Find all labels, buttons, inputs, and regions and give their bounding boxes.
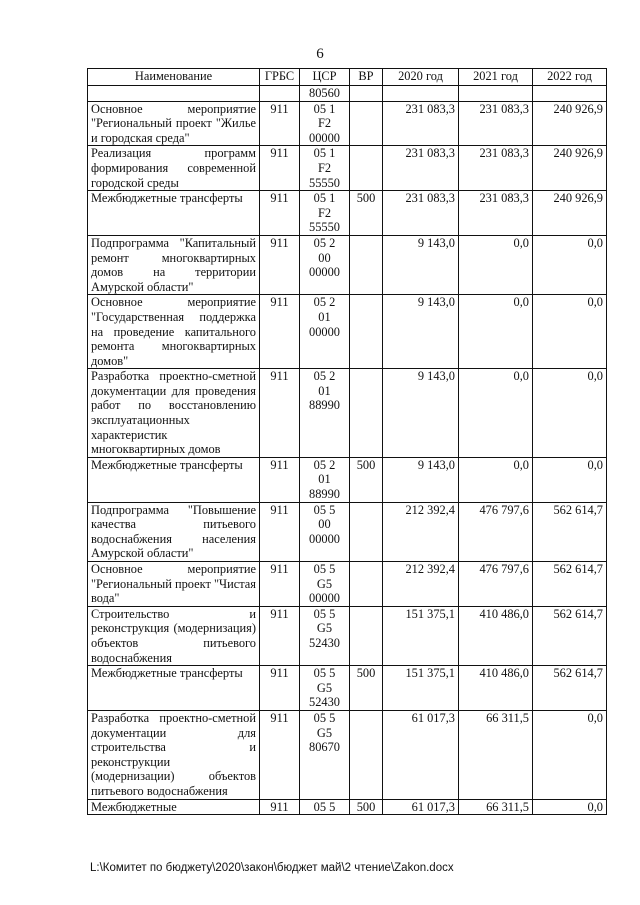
row-2020-cell: 9 143,0	[383, 295, 459, 369]
row-2020-cell	[383, 86, 459, 102]
row-csr-cell	[300, 369, 350, 458]
csr-code-part: F2	[317, 205, 332, 220]
row-2021-cell: 231 083,3	[459, 146, 533, 191]
row-2020-cell: 61 017,3	[383, 710, 459, 799]
row-2022-cell: 0,0	[533, 457, 607, 502]
row-csr-cell	[300, 86, 350, 102]
row-grbs-cell: 911	[260, 457, 300, 502]
table-row	[88, 101, 607, 146]
csr-code-part: 55550	[309, 220, 340, 235]
row-2022-cell	[533, 86, 607, 102]
row-vr-cell: 500	[350, 666, 383, 711]
csr-code-part: 05 2	[313, 369, 336, 384]
row-name-cell: Межбюджетные трансферты	[88, 666, 260, 711]
csr-code-part: G5	[316, 725, 333, 740]
row-2022-cell: 0,0	[533, 710, 607, 799]
header-name: Наименование	[88, 69, 260, 86]
row-csr-cell	[300, 799, 350, 815]
budget-table	[87, 68, 607, 815]
row-grbs-cell: 911	[260, 235, 300, 294]
row-2022-cell: 0,0	[533, 369, 607, 458]
table-row	[88, 369, 607, 458]
row-2022-cell: 240 926,9	[533, 191, 607, 236]
row-vr-cell	[350, 146, 383, 191]
row-csr-cell	[300, 606, 350, 665]
row-csr-cell	[300, 457, 350, 502]
row-grbs-cell: 911	[260, 799, 300, 815]
csr-code-part: G5	[316, 680, 333, 695]
row-2022-cell: 240 926,9	[533, 101, 607, 146]
csr-code-part: 05 2	[313, 295, 336, 310]
csr-code-part: 88990	[309, 398, 340, 413]
row-csr-cell	[300, 710, 350, 799]
row-2021-cell: 231 083,3	[459, 101, 533, 146]
row-vr-cell	[350, 606, 383, 665]
row-grbs-cell: 911	[260, 502, 300, 561]
table-row	[88, 235, 607, 294]
header-csr: ЦСР	[300, 69, 350, 86]
row-2020-cell: 151 375,1	[383, 666, 459, 711]
row-vr-cell	[350, 710, 383, 799]
table-row	[88, 295, 607, 369]
row-vr-cell	[350, 369, 383, 458]
row-csr-cell	[300, 295, 350, 369]
row-grbs-cell: 911	[260, 666, 300, 711]
row-grbs-cell: 911	[260, 369, 300, 458]
csr-code-part: G5	[316, 621, 333, 636]
row-2021-cell: 66 311,5	[459, 799, 533, 815]
row-vr-cell	[350, 502, 383, 561]
row-csr-cell	[300, 101, 350, 146]
csr-code-part: 00000	[309, 531, 340, 546]
row-grbs-cell: 911	[260, 191, 300, 236]
csr-code-part: 80560	[309, 86, 340, 100]
row-2022-cell: 0,0	[533, 799, 607, 815]
row-vr-cell	[350, 101, 383, 146]
page-number: 6	[316, 46, 324, 62]
row-2021-cell: 0,0	[459, 295, 533, 369]
row-2020-cell: 151 375,1	[383, 606, 459, 665]
table-row	[88, 799, 607, 815]
table-row	[88, 502, 607, 561]
row-name-cell: Основное мероприятие "Государственная поддержка на проведение капитального ремонта многоквартирных домов"	[88, 295, 260, 369]
row-2021-cell	[459, 86, 533, 102]
row-name-cell: Межбюджетные трансферты	[88, 457, 260, 502]
row-2020-cell: 231 083,3	[383, 101, 459, 146]
row-2020-cell: 231 083,3	[383, 146, 459, 191]
row-2020-cell: 61 017,3	[383, 799, 459, 815]
table-row	[88, 710, 607, 799]
row-csr-cell	[300, 191, 350, 236]
csr-code-part: 05 1	[313, 146, 336, 161]
header-2022: 2022 год	[533, 69, 607, 86]
row-name-cell: Основное мероприятие "Региональный проект "Жилье и городская среда"	[88, 101, 260, 146]
header-vr: ВР	[350, 69, 383, 86]
header-2020: 2020 год	[383, 69, 459, 86]
row-grbs-cell: 911	[260, 101, 300, 146]
row-name-cell: Подпрограмма "Повышение качества питьевого водоснабжения населения Амурской области"	[88, 502, 260, 561]
row-2021-cell: 0,0	[459, 235, 533, 294]
row-vr-cell	[350, 295, 383, 369]
csr-code-part: 00000	[309, 265, 340, 280]
row-grbs-cell: 911	[260, 606, 300, 665]
row-vr-cell	[350, 235, 383, 294]
row-grbs-cell: 911	[260, 295, 300, 369]
csr-code-part: 05 5	[313, 666, 336, 681]
csr-code-part: 05 5	[313, 502, 336, 517]
table-row	[88, 146, 607, 191]
row-2021-cell: 410 486,0	[459, 666, 533, 711]
row-2021-cell: 66 311,5	[459, 710, 533, 799]
csr-code-part: 52430	[309, 695, 340, 710]
row-name-cell: Межбюджетные	[88, 799, 260, 815]
row-grbs-cell: 911	[260, 562, 300, 607]
row-name-cell: Разработка проектно-сметной документации для проведения работ по восстановлению эксплуатационных характеристик многоквартирных домов	[88, 369, 260, 458]
csr-code-part: 88990	[309, 487, 340, 502]
row-2021-cell: 231 083,3	[459, 191, 533, 236]
csr-code-part: 05 5	[313, 606, 336, 621]
row-2020-cell: 9 143,0	[383, 457, 459, 502]
row-vr-cell: 500	[350, 799, 383, 815]
csr-code-part: 00000	[309, 591, 340, 606]
row-grbs-cell	[260, 86, 300, 102]
row-2020-cell: 9 143,0	[383, 235, 459, 294]
table-row	[88, 86, 607, 102]
table-row	[88, 457, 607, 502]
csr-code-part: 01	[318, 383, 331, 398]
csr-code-part: 55550	[309, 175, 340, 190]
row-vr-cell: 500	[350, 191, 383, 236]
csr-code-part: 05 5	[313, 562, 336, 576]
row-vr-cell	[350, 86, 383, 102]
row-2020-cell: 231 083,3	[383, 191, 459, 236]
table-row	[88, 666, 607, 711]
csr-code-part: G5	[316, 576, 333, 591]
row-2021-cell: 476 797,6	[459, 502, 533, 561]
row-2021-cell: 0,0	[459, 369, 533, 458]
row-name-cell: Основное мероприятие "Региональный проект "Чистая вода"	[88, 562, 260, 607]
row-2021-cell: 0,0	[459, 457, 533, 502]
table-header-row	[88, 69, 607, 86]
row-2020-cell: 212 392,4	[383, 502, 459, 561]
row-grbs-cell: 911	[260, 146, 300, 191]
row-grbs-cell: 911	[260, 710, 300, 799]
csr-code-part: 80670	[309, 740, 340, 755]
csr-code-part: 05 1	[313, 191, 336, 206]
row-name-cell: Межбюджетные трансферты	[88, 191, 260, 236]
row-csr-cell	[300, 666, 350, 711]
header-2021: 2021 год	[459, 69, 533, 86]
row-2022-cell: 0,0	[533, 235, 607, 294]
row-vr-cell: 500	[350, 457, 383, 502]
row-2022-cell: 240 926,9	[533, 146, 607, 191]
table-row	[88, 191, 607, 236]
row-vr-cell	[350, 562, 383, 607]
row-2020-cell: 212 392,4	[383, 562, 459, 607]
csr-code-part: 52430	[309, 635, 340, 650]
csr-code-part: 00000	[309, 324, 340, 339]
csr-code-part: F2	[317, 160, 332, 175]
row-2020-cell: 9 143,0	[383, 369, 459, 458]
csr-code-part: 00	[318, 517, 331, 532]
row-name-cell: Подпрограмма "Капитальный ремонт многоквартирных домов на территории Амурской области"	[88, 235, 260, 294]
file-path-footer: L:\Комитет по бюджету\2020\закон\бюджет май\2 чтение\Zakon.docx	[90, 862, 454, 874]
row-name-cell: Разработка проектно-сметной документации для строительства и реконструкции (модернизации) объектов питьевого водоснабжения	[88, 710, 260, 799]
row-2022-cell: 562 614,7	[533, 606, 607, 665]
csr-code-part: 01	[318, 309, 331, 324]
row-2022-cell: 562 614,7	[533, 562, 607, 607]
row-2022-cell: 0,0	[533, 295, 607, 369]
row-csr-cell	[300, 562, 350, 607]
table-row	[88, 606, 607, 665]
row-2022-cell: 562 614,7	[533, 502, 607, 561]
row-csr-cell	[300, 146, 350, 191]
csr-code-part: 00000	[309, 130, 340, 145]
row-name-cell: Реализация программ формирования современной городской среды	[88, 146, 260, 191]
csr-code-part: 05 5	[313, 799, 336, 814]
csr-code-part: 00	[318, 250, 331, 265]
csr-code-part: F2	[317, 116, 332, 131]
row-csr-cell	[300, 502, 350, 561]
row-2022-cell: 562 614,7	[533, 666, 607, 711]
row-name-cell: Строительство и реконструкция (модернизация) объектов питьевого водоснабжения	[88, 606, 260, 665]
row-csr-cell	[300, 235, 350, 294]
csr-code-part: 05 2	[313, 457, 336, 472]
table-body	[88, 86, 607, 815]
csr-code-part: 01	[318, 472, 331, 487]
row-2021-cell: 410 486,0	[459, 606, 533, 665]
table-row	[88, 562, 607, 607]
row-name-cell	[88, 86, 260, 102]
header-grbs: ГРБС	[260, 69, 300, 86]
csr-code-part: 05 5	[313, 710, 336, 725]
row-2021-cell: 476 797,6	[459, 562, 533, 607]
csr-code-part: 05 2	[313, 235, 336, 250]
csr-code-part: 05 1	[313, 101, 336, 116]
